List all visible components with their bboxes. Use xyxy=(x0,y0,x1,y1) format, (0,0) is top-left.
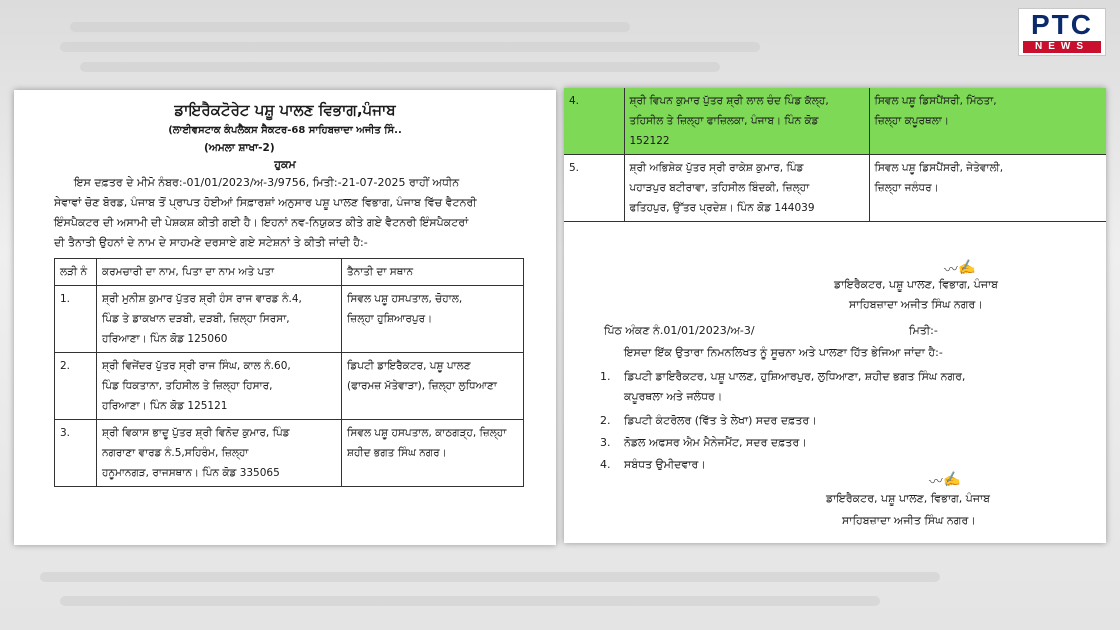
list-item: ਕਪੂਰਥਲਾ ਅਤੇ ਜਲੰਧਰ। xyxy=(624,390,723,403)
cell-line: ਜ਼ਿਲ੍ਹਾ ਜਲੰਧਰ। xyxy=(874,182,939,194)
cell-line: ਸ਼ਹੀਦ ਭਗਤ ਸਿੰਘ ਨਗਰ। xyxy=(347,447,447,459)
cell-line: ਜ਼ਿਲ੍ਹਾ ਕਪੂਰਥਲਾ। xyxy=(874,115,949,127)
list-item: ਡਿਪਟੀ ਕੰਟਰੋਲਰ (ਵਿੱਤ ਤੇ ਲੇਖਾ) ਸਦਰ ਦਫ਼ਤਰ। xyxy=(624,414,817,427)
document-page-right xyxy=(564,88,1106,543)
posting-cell xyxy=(869,155,1106,222)
cell-line: ਸ਼੍ਰੀ ਵਿਜੇਂਦਰ ਪੁੱਤਰ ਸ੍ਰੀ ਰਾਜ ਸਿੰਘ, ਕਾਲ ਨੰ.60, xyxy=(102,360,291,372)
posting-table xyxy=(54,258,524,487)
blurred-text-line xyxy=(80,62,720,72)
employee-cell xyxy=(97,353,342,420)
cell-line: ਸਿਵਲ ਪਸ਼ੂ ਹਸਪਤਾਲ, ਚੋਹਾਲ, xyxy=(347,293,463,305)
table-row xyxy=(564,155,1106,222)
cell-line: ਸ਼੍ਰੀ ਵਿਪਨ ਕੁਮਾਰ ਪੁੱਤਰ ਸ਼੍ਰੀ ਲਾਲ ਚੰਦ ਪਿੰਡ ਕੱਲ੍ਹ, xyxy=(629,95,829,107)
signer-location: ਸਾਹਿਬਜ਼ਾਦਾ ਅਜੀਤ ਸਿੰਘ ਨਗਰ। xyxy=(849,298,983,311)
doc-branch: (ਅਮਲਾ ਸ਼ਾਖਾ-2) xyxy=(204,142,275,154)
cell-line: ਡਿਪਟੀ ਡਾਇਰੈਕਟਰ, ਪਸ਼ੂ ਪਾਲਣ xyxy=(347,360,471,372)
list-number: 2. xyxy=(600,414,611,427)
header-serial: ਲੜੀ ਨੰ xyxy=(55,259,97,286)
header-posting: ਤੈਨਾਤੀ ਦਾ ਸਥਾਨ xyxy=(342,259,524,286)
cell-line: ਸਿਵਲ ਪਸ਼ੂ ਡਿਸਪੈਂਸਰੀ, ਜੇਤੇਵਾਲੀ, xyxy=(874,162,1004,174)
doc-paragraph-line: ਇਸ ਦਫ਼ਤਰ ਦੇ ਮੀਮੋ ਨੰਬਰ:-01/01/2023/ਅ-3/9756, ਮਿਤੀ:-21-07-2025 ਰਾਹੀਂ ਅਧੀਨ xyxy=(74,176,460,189)
blurred-text-line xyxy=(40,572,940,582)
endorsement-number: ਪਿੱਠ ਅੰਕਣ ਨੰ.01/01/2023/ਅ-3/ xyxy=(604,324,755,337)
copy-forward-line: ਇਸਦਾ ਇੱਕ ਉਤਾਰਾ ਨਿਮਨਲਿਖਤ ਨੂੰ ਸੂਚਨਾ ਅਤੇ ਪਾਲਣਾ ਹਿੱਤ ਭੇਜਿਆ ਜਾਂਦਾ ਹੈ:- xyxy=(624,346,943,359)
cell-line: ਜ਼ਿਲ੍ਹਾ ਹੁਸ਼ਿਆਰਪੁਰ। xyxy=(347,313,433,325)
table-row xyxy=(55,353,524,420)
serial-cell: 1. xyxy=(55,286,97,353)
table-row-highlighted xyxy=(564,88,1106,155)
doc-title: ਡਾਇਰੈਕਟੋਰੇਟ ਪਸ਼ੂ ਪਾਲਣ ਵਿਭਾਗ,ਪੰਜਾਬ xyxy=(174,101,396,119)
cell-line: 152122 xyxy=(629,135,670,147)
doc-paragraph-line: ਇੰਸਪੈਕਟਰ ਦੀ ਅਸਾਮੀ ਦੀ ਪੇਸ਼ਕਸ਼ ਕੀਤੀ ਗਈ ਹੈ। ਇਹਨਾਂ ਨਵ-ਨਿਯੁਕਤ ਕੀਤੇ ਗਏ ਵੈਟਨਰੀ ਇੰਸਪੈਕਟਰਾਂ xyxy=(54,216,469,229)
ptc-news-logo xyxy=(1018,8,1106,56)
doc-address: (ਲਾਈਵਸਟਾਕ ਕੰਪਲੈਕਸ ਸੈਕਟਰ-68 ਸਾਹਿਬਜ਼ਾਦਾ ਅਜੀਤ ਸਿੰ.. xyxy=(168,125,402,136)
list-item: ਸਬੰਧਤ ਉਮੀਦਵਾਰ। xyxy=(624,458,706,471)
logo-ptc-text: PTC xyxy=(1031,9,1093,40)
cell-line: ਤਹਿਸੀਲ ਤੇ ਜ਼ਿਲ੍ਹਾ ਫਾਜ਼ਿਲਕਾ, ਪੰਜਾਬ। ਪਿੰਨ ਕੋਡ xyxy=(629,115,819,127)
doc-paragraph-line: ਸੇਵਾਵਾਂ ਚੋਣ ਬੋਰਡ, ਪੰਜਾਬ ਤੋਂ ਪ੍ਰਾਪਤ ਹੋਈਆਂ ਸਿਫ਼ਾਰਸ਼ਾਂ ਅਨੁਸਾਰ ਪਸ਼ੂ ਪਾਲਣ ਵਿਭਾਗ, ਪੰਜਾਬ ਵਿੱਚ ਵੈਟਨਰੀ xyxy=(54,196,477,209)
serial-cell: 5. xyxy=(564,155,624,222)
table-row xyxy=(55,420,524,487)
cell-line: ਸ਼੍ਰੀ ਵਿਕਾਸ ਭਾਦੂ ਪੁੱਤਰ ਸ਼੍ਰੀ ਵਿਨੋਦ ਕੁਮਾਰ, ਪਿੰਡ xyxy=(102,427,290,439)
list-number: 1. xyxy=(600,370,611,383)
doc-order-heading: ਹੁਕਮ xyxy=(274,158,296,171)
cell-line: ਨਗਰਾਣਾ ਵਾਰਡ ਨੰ.5,ਸਹਿਰੰਮ, ਜ਼ਿਲ੍ਹਾ xyxy=(102,447,249,459)
logo-news-text: NEWS xyxy=(1023,41,1101,53)
cell-line: ਸਿਵਲ ਪਸ਼ੂ ਹਸਪਤਾਲ, ਕਾਠਗੜ੍ਹ, ਜ਼ਿਲ੍ਹਾ xyxy=(347,427,507,439)
blurred-text-line xyxy=(60,42,760,52)
list-number: 4. xyxy=(600,458,611,471)
endorsement-date: ਮਿਤੀ:- xyxy=(909,324,938,337)
cell-line: ਸਿਵਲ ਪਸ਼ੂ ਡਿਸਪੈਂਸਰੀ, ਮਿੱਠਤਾ, xyxy=(874,95,997,107)
serial-cell: 3. xyxy=(55,420,97,487)
signature-mark: 〰✍ xyxy=(943,258,977,280)
cell-line: (ਫਾਰਮਜ਼ ਮੱਤੇਵਾੜਾ), ਜ਼ਿਲ੍ਹਾ ਲੁਧਿਆਣਾ xyxy=(347,380,497,392)
header-employee: ਕਰਮਚਾਰੀ ਦਾ ਨਾਮ, ਪਿਤਾ ਦਾ ਨਾਮ ਅਤੇ ਪਤਾ xyxy=(97,259,342,286)
employee-cell xyxy=(624,88,869,155)
serial-cell: 4. xyxy=(564,88,624,155)
serial-cell: 2. xyxy=(55,353,97,420)
signer-designation: ਡਾਇਰੈਕਟਰ, ਪਸ਼ੂ ਪਾਲਣ, ਵਿਭਾਗ, ਪੰਜਾਬ xyxy=(826,492,991,505)
cell-line: ਸ਼੍ਰੀ ਅਭਿਸ਼ੇਕ ਪੁੱਤਰ ਸ੍ਰੀ ਰਾਕੇਸ਼ ਕੁਮਾਰ, ਪਿੰਡ xyxy=(629,162,804,174)
signer-location: ਸਾਹਿਬਜ਼ਾਦਾ ਅਜੀਤ ਸਿੰਘ ਨਗਰ। xyxy=(842,514,976,527)
posting-cell xyxy=(342,420,524,487)
posting-cell xyxy=(342,353,524,420)
document-page-left xyxy=(14,90,556,545)
cell-line: ਸ਼੍ਰੀ ਮੁਨੀਸ਼ ਕੁਮਾਰ ਪੁੱਤਰ ਸ਼੍ਰੀ ਹੰਸ ਰਾਜ ਵਾਰਡ ਨੰ.4, xyxy=(102,293,302,305)
posting-table-continued xyxy=(564,88,1106,222)
blurred-text-line xyxy=(60,596,880,606)
employee-cell xyxy=(97,420,342,487)
posting-cell xyxy=(342,286,524,353)
table-row xyxy=(55,286,524,353)
list-item: ਡਿਪਟੀ ਡਾਇਰੈਕਟਰ, ਪਸ਼ੂ ਪਾਲਣ, ਹੁਸ਼ਿਆਰਪੁਰ, ਲੁਧਿਆਣਾ, ਸ਼ਹੀਦ ਭਗਤ ਸਿੰਘ ਨਗਰ, xyxy=(624,370,966,383)
cell-line: ਹਨੂਮਾਨਗੜ, ਰਾਜਸਥਾਨ। ਪਿੰਨ ਕੋਡ 335065 xyxy=(102,467,280,479)
list-number: 3. xyxy=(600,436,611,449)
employee-cell xyxy=(624,155,869,222)
cell-line: ਹਰਿਆਣਾ। ਪਿੰਨ ਕੋਡ 125060 xyxy=(102,333,228,345)
cell-line: ਪਿੰਡ ਧਿਕਤਾਨਾ, ਤਹਿਸੀਲ ਤੇ ਜ਼ਿਲ੍ਹਾ ਹਿਸਾਰ, xyxy=(102,380,273,392)
employee-cell xyxy=(97,286,342,353)
doc-paragraph-line: ਦੀ ਤੈਨਾਤੀ ਉਹਨਾਂ ਦੇ ਨਾਮ ਦੇ ਸਾਹਮਣੇ ਦਰਸਾਏ ਗਏ ਸਟੇਸ਼ਨਾਂ ਤੇ ਕੀਤੀ ਜਾਂਦੀ ਹੈ:- xyxy=(54,236,368,249)
posting-cell xyxy=(869,88,1106,155)
signature-mark: 〰✍ xyxy=(928,470,962,492)
table-header-row xyxy=(55,259,524,286)
cell-line: ਹਰਿਆਣਾ। ਪਿੰਨ ਕੋਡ 125121 xyxy=(102,400,228,412)
cell-line: ਫਤਿਹਪੁਰ, ਉੱਤਰ ਪ੍ਰਦੇਸ਼। ਪਿੰਨ ਕੋਡ 144039 xyxy=(629,202,815,214)
cell-line: ਪਿੰਡ ਤੇ ਡਾਕਖਾਨ ਦੜਬੀ, ਦੜਬੀ, ਜ਼ਿਲ੍ਹਾ ਸਿਰਸਾ, xyxy=(102,313,290,325)
blurred-text-line xyxy=(70,22,630,32)
list-item: ਨੋਡਲ ਅਫਸਰ ਐਮ ਮੈਨੇਜਮੈਂਟ, ਸਦਰ ਦਫ਼ਤਰ। xyxy=(624,436,807,449)
cell-line: ਪਹਾੜਪੁਰ ਬਟੀਰਾਵਾ, ਤਹਿਸੀਲ ਬਿੰਦਕੀ, ਜ਼ਿਲ੍ਹਾ xyxy=(629,182,810,194)
signer-designation: ਡਾਇਰੈਕਟਰ, ਪਸ਼ੂ ਪਾਲਣ, ਵਿਭਾਗ, ਪੰਜਾਬ xyxy=(834,278,999,291)
